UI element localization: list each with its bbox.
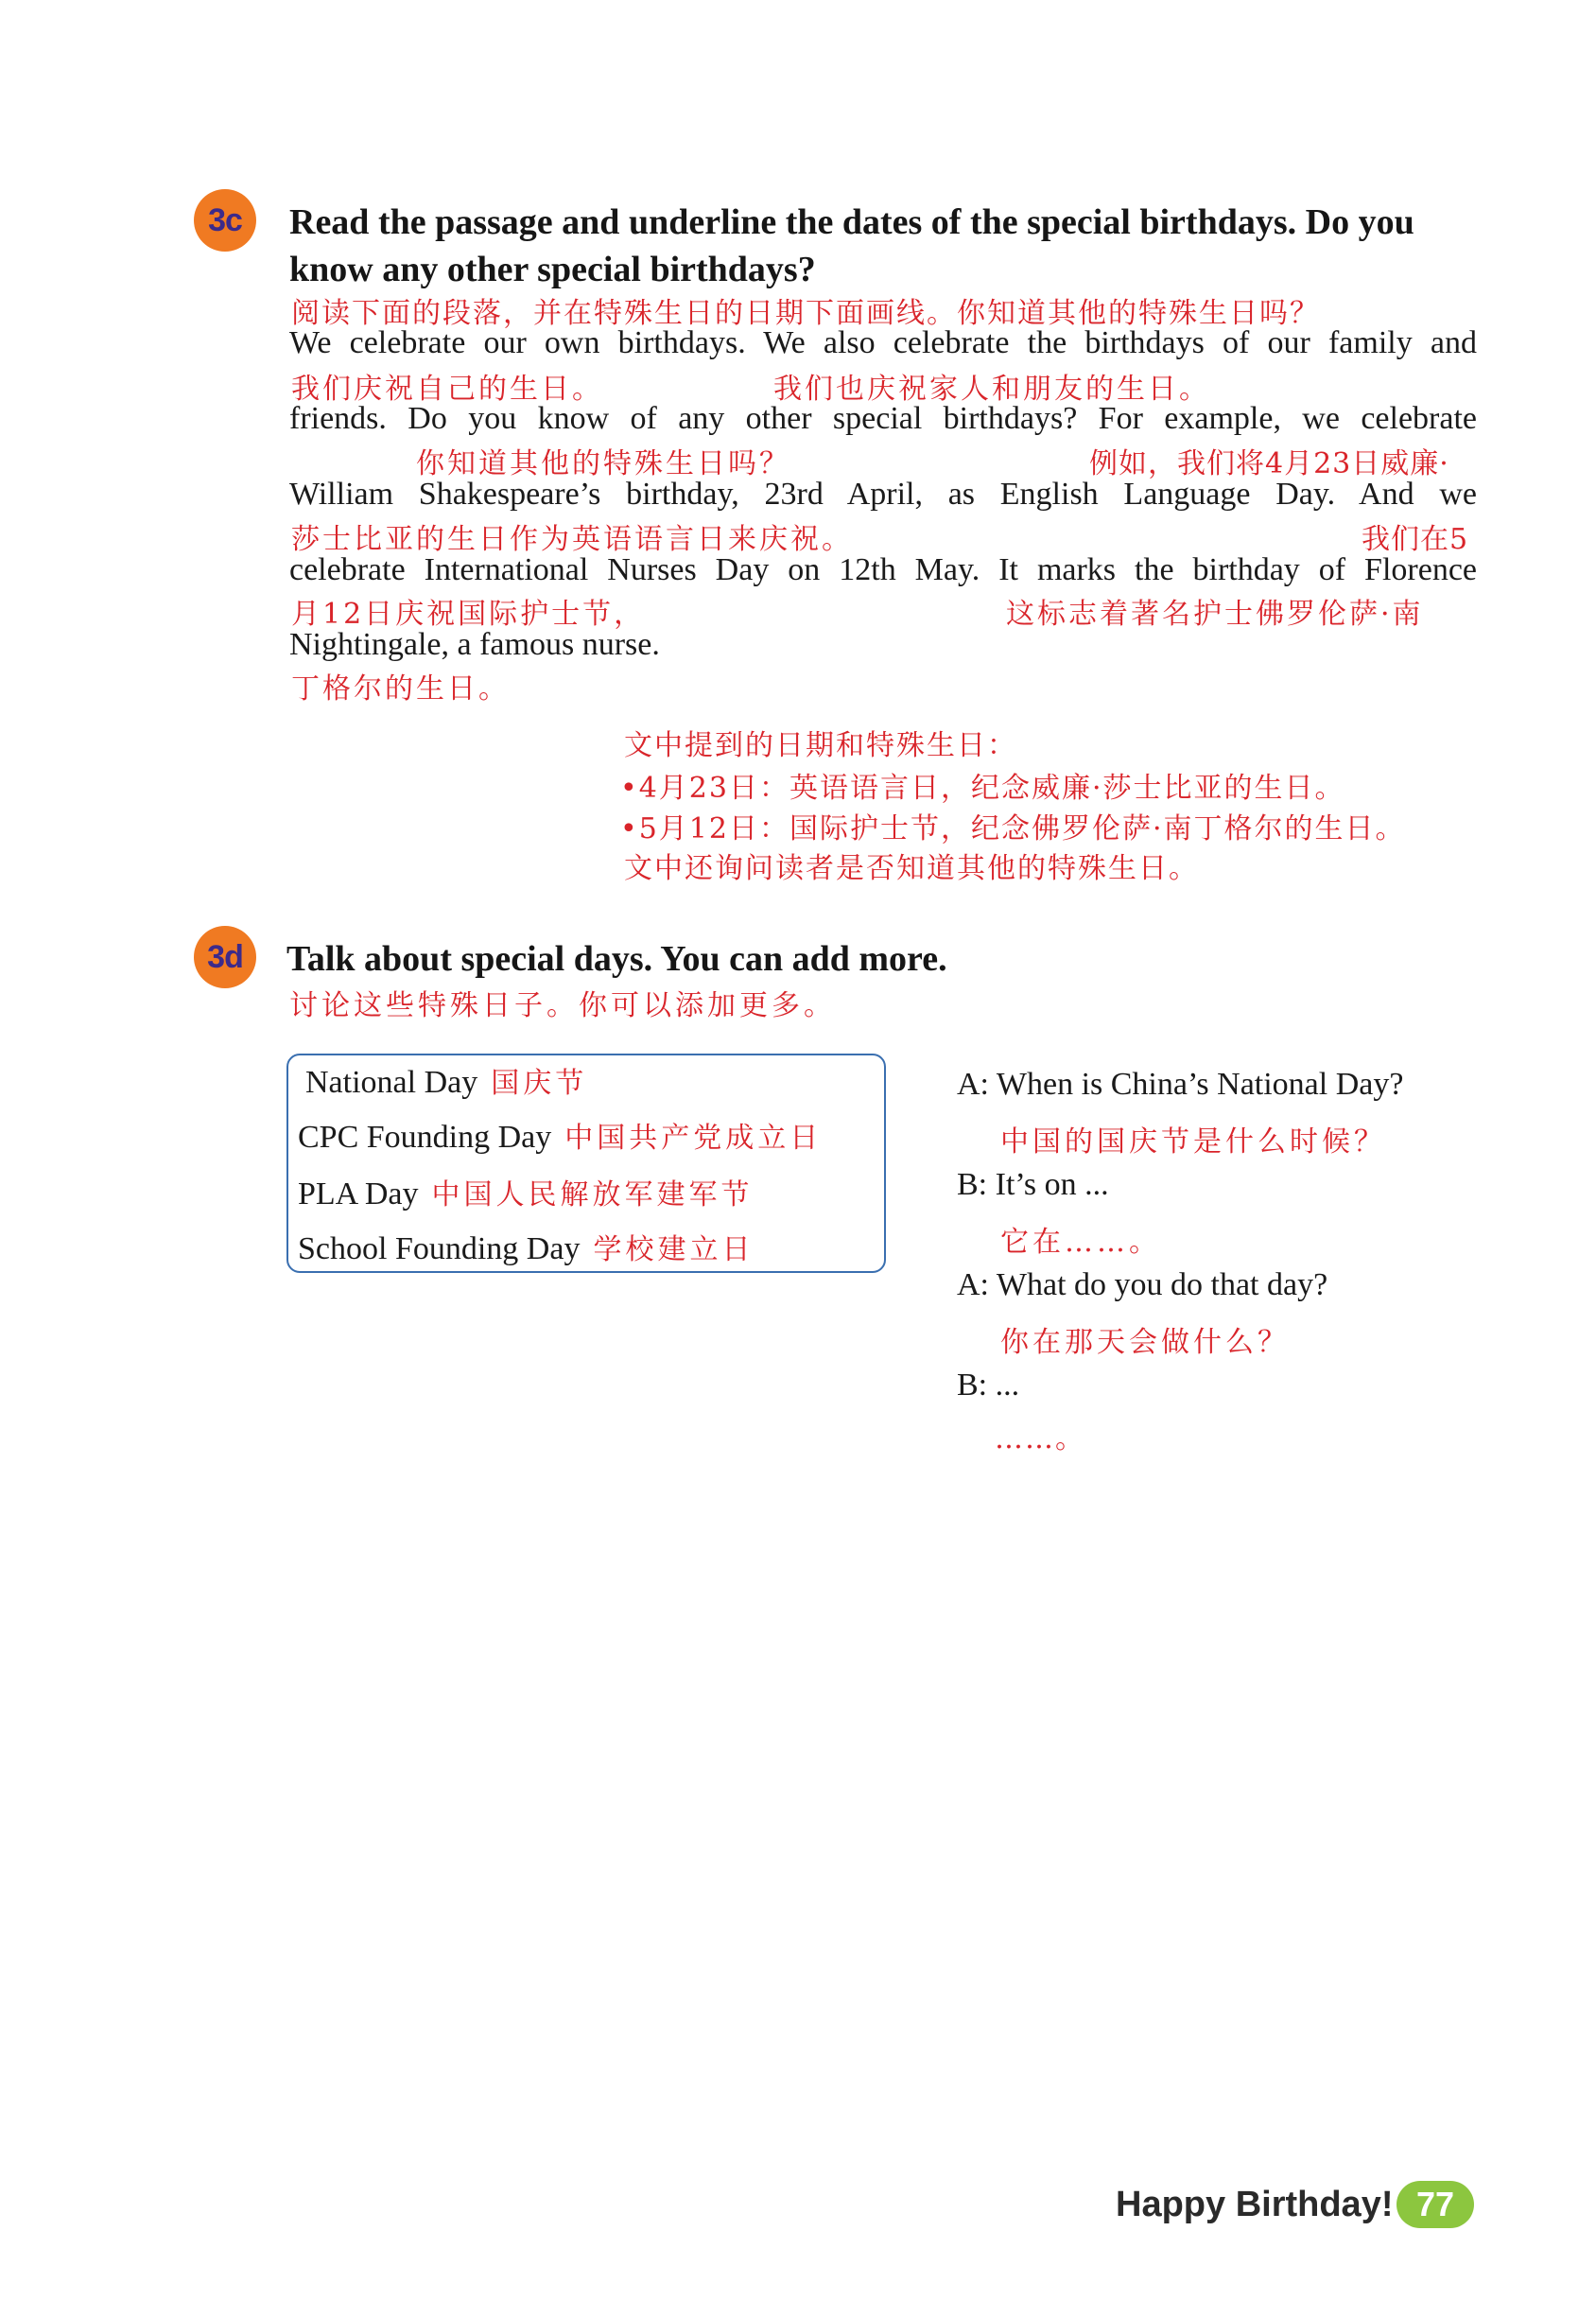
special-day-name: PLA Day [298, 1176, 419, 1211]
special-day-item [298, 1171, 754, 1212]
page-number-badge: 77 [1396, 2181, 1474, 2228]
notes-title: 文中提到的日期和特殊生日： [624, 729, 1017, 762]
special-day-name: School Founding Day [298, 1231, 581, 1266]
passage-line-5: Nightingale, a famous nurse. [289, 627, 660, 662]
special-day-translation: 学校建立日 [593, 1233, 755, 1266]
passage-line-5-translation: 丁格尔的生日。 [291, 672, 510, 706]
notes-item-1: •4月23日：英语语言日，纪念威廉·莎士比亚的生日。 [620, 772, 1345, 805]
dialogue-line-1-translation: 中国的国庆节是什么时候？ [1000, 1125, 1386, 1159]
passage-line-1-translation-b: 我们也庆祝家人和朋友的生日。 [773, 373, 1210, 406]
dialogue-line-1: A: When is China’s National Day? [957, 1067, 1404, 1102]
section-3c-heading-line1: Read the passage and underline the dates of the special birthdays. Do you [289, 202, 1414, 242]
passage-line-4-translation-b: 这标志着著名护士佛罗伦萨·南 [1006, 598, 1424, 631]
section-3c-heading-line2: know any other special birthdays? [289, 250, 816, 289]
section-3c-badge: 3c [194, 189, 256, 252]
special-day-translation: 国庆节 [491, 1067, 588, 1100]
passage-line-4: celebrate International Nurses Day on 12th May. It marks the birthday of Florence [289, 552, 1477, 587]
dialogue-line-4: B: ... [957, 1368, 1020, 1403]
special-days-box [286, 1054, 886, 1273]
passage-line-2-translation-b: 例如，我们将4月23日威廉· [1089, 447, 1449, 480]
dialogue-line-2-translation: 它在……。 [1000, 1226, 1161, 1259]
dialogue-line-4-translation: ……。 [995, 1422, 1085, 1455]
special-day-translation: 中国人民解放军建军节 [431, 1178, 754, 1211]
special-day-name: CPC Founding Day [298, 1120, 552, 1155]
footer-unit-title: Happy Birthday! [1116, 2185, 1394, 2224]
special-day-item [298, 1226, 754, 1267]
section-3d-heading: Talk about special days. You can add more. [286, 939, 947, 979]
passage-line-4-translation-a: 月12日庆祝国际护士节， [291, 598, 646, 631]
dialogue-line-2: B: It’s on ... [957, 1167, 1109, 1202]
notes-item-2: •5月12日：国际护士节，纪念佛罗伦萨·南丁格尔的生日。 [620, 812, 1406, 845]
section-3d-badge: 3d [194, 926, 256, 988]
passage-line-1: We celebrate our own birthdays. We also celebrate the birthdays of our family and [289, 325, 1477, 360]
passage-line-1-translation-a: 我们庆祝自己的生日。 [291, 373, 603, 406]
passage-line-3-translation-a: 莎士比亚的生日作为英语语言日来庆祝。 [291, 523, 853, 556]
dialogue-line-3-translation: 你在那天会做什么？ [1000, 1326, 1290, 1359]
section-3c-heading-translation: 阅读下面的段落，并在特殊生日的日期下面画线。你知道其他的特殊生日吗？ [291, 297, 1320, 330]
passage-line-2-translation-a: 你知道其他的特殊生日吗？ [416, 447, 790, 480]
section-3d-heading-translation: 讨论这些特殊日子。你可以添加更多。 [289, 989, 836, 1022]
special-day-item [298, 1114, 822, 1156]
dialogue-line-3: A: What do you do that day? [957, 1267, 1328, 1302]
notes-closing: 文中还询问读者是否知道其他的特殊生日。 [624, 852, 1199, 885]
passage-line-3: William Shakespeare’s birthday, 23rd April, as English Language Day. And we [289, 477, 1477, 512]
special-day-name: National Day [305, 1065, 478, 1100]
passage-line-3-translation-b: 我们在5 [1362, 523, 1469, 556]
passage-line-2: friends. Do you know of any other special birthdays? For example, we celebrate [289, 401, 1477, 436]
special-day-translation: 中国共产党成立日 [564, 1122, 823, 1155]
special-day-item [305, 1059, 587, 1101]
